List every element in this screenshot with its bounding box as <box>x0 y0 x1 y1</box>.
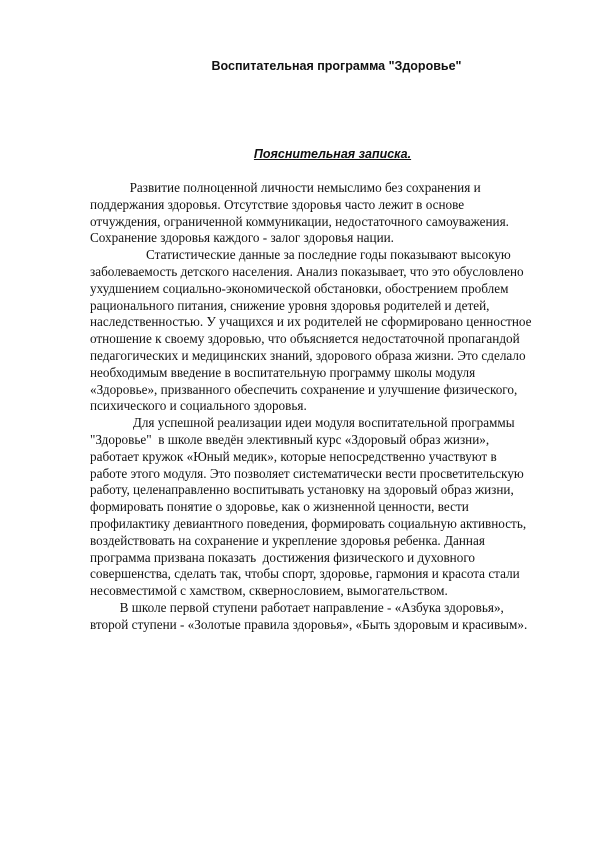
body-text-line: ухудшением социально-экономической обстановки, обострением проблем <box>90 280 509 296</box>
body-text-line: работает кружок «Юный медик», которые непосредственно участвуют в <box>90 448 497 464</box>
explanatory-note-body <box>90 180 560 634</box>
body-text-line: Для успешной реализации идеи модуля воспитательной программы <box>90 415 515 431</box>
body-text-line: «Здоровье», призванного обеспечить сохранение и улучшение физического, <box>90 381 518 397</box>
body-text-line: формировать понятие о здоровье, как о жизненной ценности, вести <box>90 499 469 515</box>
body-text-line: воздействовать на сохранение и укрепление здоровья ребенка. Данная <box>90 532 485 548</box>
body-text-line: рационального питания, снижение уровня здоровья родителей и детей, <box>90 297 490 313</box>
body-text-line: отчуждения, ограниченной коммуникации, недостаточного самоуважения. <box>90 213 509 229</box>
body-text-line: заболеваемость детского населения. Анализ показывает, что это обусловлено <box>90 263 524 279</box>
body-text-line: необходимым введение в воспитательную программу школы модуля <box>90 364 476 380</box>
body-text-line: психического и социального здоровья. <box>90 398 307 414</box>
body-text-line: работе этого модуля. Это позволяет систематически вести просветительскую <box>90 465 524 481</box>
body-text-line: второй ступени - «Золотые правила здоровья», «Быть здоровым и красивым». <box>90 616 528 632</box>
body-text-line: В школе первой ступени работает направление - «Азбука здоровья», <box>90 599 504 615</box>
body-text-line: профилактику девиантного поведения, формировать социальную активность, <box>90 515 527 531</box>
body-text-line: совершенства, сделать так, чтобы спорт, здоровье, гармония и красота стали <box>90 566 520 582</box>
body-text-line: педагогических и медицинских знаний, здорового образа жизни. Это сделало <box>90 347 526 363</box>
document-title: Воспитательная программа "Здоровье" <box>211 59 462 73</box>
body-text-line: Сохранение здоровья каждого - залог здоровья нации. <box>90 230 394 246</box>
body-text-line: работу, целенаправленно воспитывать установку на здоровый образ жизни, <box>90 482 514 498</box>
body-text-line: программа призвана показать достижения физического и духовного <box>90 549 475 565</box>
body-text-line: Развитие полноценной личности немыслимо без сохранения и <box>90 180 481 195</box>
body-text-line: наследственностью. У учащихся и их родителей не сформировано ценностное <box>90 314 532 330</box>
section-heading: Пояснительная записка. <box>253 147 412 161</box>
body-text-line: несовместимой с хамством, сквернословием, вымогательством. <box>90 583 448 599</box>
body-text-line: Статистические данные за последние годы показывают высокую <box>90 247 511 263</box>
body-text-line: "Здоровье" в школе введён элективный курс «Здоровый образ жизни», <box>90 431 490 447</box>
body-text-line: поддержания здоровья. Отсутствие здоровья часто лежит в основе <box>90 196 465 212</box>
body-text-line: отношение к своему здоровью, что объясняется недостаточной пропагандой <box>90 331 520 347</box>
